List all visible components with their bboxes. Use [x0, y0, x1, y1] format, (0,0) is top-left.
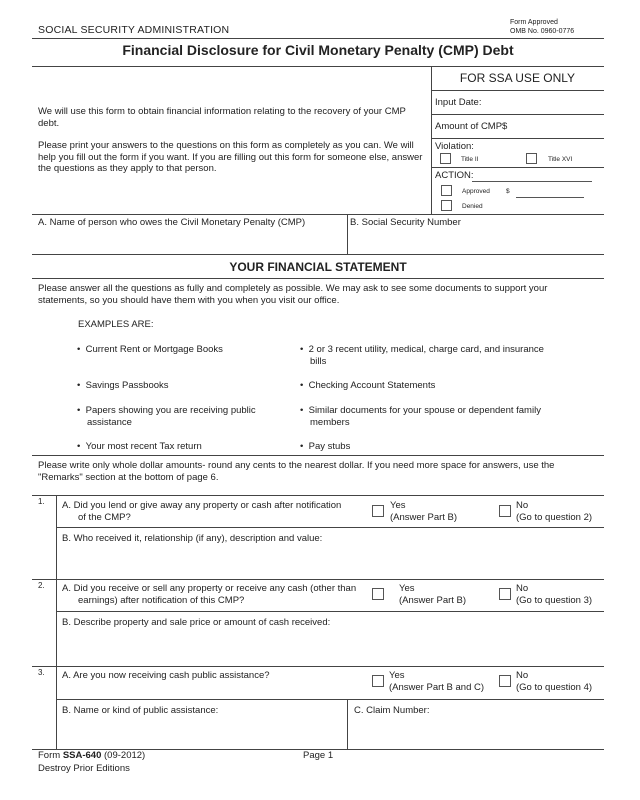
question-2-no-instruction: (Go to question 3) — [516, 595, 593, 606]
question-1-no-label: No — [516, 500, 529, 511]
input-date-label: Input Date: — [435, 97, 482, 108]
question-3b-label: B. Name or kind of public assistance: — [62, 705, 219, 716]
question-2-yes-checkbox[interactable] — [372, 588, 384, 600]
question-1b-label: B. Who received it, relationship (if any), description and value: — [62, 533, 323, 544]
list-item: • 2 or 3 recent utility, medical, charge card, and insurance bills — [300, 344, 544, 367]
question-2-no-label: No — [516, 583, 529, 594]
agency-name: SOCIAL SECURITY ADMINISTRATION — [38, 24, 230, 36]
question-3-no-checkbox[interactable] — [499, 675, 511, 687]
violation-label: Violation: — [435, 141, 474, 152]
list-item: • Similar documents for your spouse or dependent family members — [300, 405, 541, 428]
amount-label: Amount of CMP$ — [435, 121, 508, 132]
question-3-no-instruction: (Go to question 4) — [516, 682, 593, 693]
question-2a-text: A. Did you receive or sell any property or receive any cash (other than earnings) after notification of this CMP? — [62, 583, 357, 606]
denied-checkbox[interactable] — [441, 200, 452, 211]
question-2-yes-instruction: (Answer Part B) — [399, 595, 467, 606]
name-input[interactable] — [33, 230, 345, 252]
page-title: Financial Disclosure for Civil Monetary Penalty (CMP) Debt — [122, 42, 514, 58]
ssn-field-label: B. Social Security Number — [350, 217, 461, 228]
question-1b-input[interactable] — [58, 546, 602, 578]
list-item: • Savings Passbooks — [77, 380, 169, 391]
list-item: • Current Rent or Mortgage Books — [77, 344, 223, 355]
question-1-yes-checkbox[interactable] — [372, 505, 384, 517]
form-number: Form SSA-640 (09-2012) — [38, 750, 146, 761]
question-3-yes-checkbox[interactable] — [372, 675, 384, 687]
dollar-sign: $ — [506, 188, 510, 195]
approved-amount-field[interactable] — [516, 197, 584, 198]
action-label: ACTION: — [435, 170, 474, 181]
ssn-input[interactable] — [349, 230, 603, 252]
question-2b-label: B. Describe property and sale price or amount of cash received: — [62, 617, 331, 628]
approved-checkbox[interactable] — [441, 185, 452, 196]
question-1-no-checkbox[interactable] — [499, 505, 511, 517]
question-1-no-instruction: (Go to question 2) — [516, 512, 593, 523]
question-2-yes-label: Yes — [399, 583, 415, 594]
ssa-use-heading: FOR SSA USE ONLY — [459, 71, 576, 85]
list-item: • Papers showing you are receiving public assistance — [77, 405, 256, 428]
form-approved: Form Approved — [510, 19, 558, 26]
omb-number: OMB No. 0960-0776 — [510, 28, 575, 35]
question-3-no-label: No — [516, 670, 529, 681]
list-item: • Your most recent Tax return — [77, 441, 202, 452]
question-1-yes-label: Yes — [390, 500, 406, 511]
question-1-yes-instruction: (Answer Part B) — [390, 512, 458, 523]
question-1-number: 1. — [38, 497, 45, 506]
statement-paragraph-1: Please answer all the questions as fully and completely as possible. We may ask to see some documents to support your statements, so you should have them with you when you visit our office. — [38, 283, 548, 306]
question-2b-input[interactable] — [58, 630, 602, 664]
list-item: • Pay stubs — [300, 441, 351, 452]
question-3c-input[interactable] — [349, 718, 603, 748]
list-item: • Checking Account Statements — [300, 380, 436, 391]
intro-paragraph-2: Please print your answers to the questions on this form as completely as you can. We will help you fill out the form if you want. If you are filling out this form for someone else, answer the questions as they apply to that person. — [38, 140, 423, 174]
question-3-yes-instruction: (Answer Part B and C) — [389, 682, 485, 693]
question-3c-label: C. Claim Number: — [354, 705, 430, 716]
question-3a-text: A. Are you now receiving cash public assistance? — [62, 670, 270, 681]
statement-heading: YOUR FINANCIAL STATEMENT — [229, 260, 407, 274]
question-2-number: 2. — [38, 581, 45, 590]
question-1a-text: A. Did you lend or give away any property or cash after notification of the CMP? — [62, 500, 342, 523]
title-ii-checkbox[interactable] — [440, 153, 451, 164]
question-3b-input[interactable] — [58, 718, 345, 748]
approved-label: Approved — [462, 188, 490, 195]
question-2-no-checkbox[interactable] — [499, 588, 511, 600]
title-xvi-label: Title XVI — [548, 156, 573, 163]
denied-label: Denied — [462, 203, 483, 210]
question-3-number: 3. — [38, 668, 45, 677]
page-number: Page 1 — [303, 750, 334, 761]
question-3-yes-label: Yes — [389, 670, 405, 681]
statement-paragraph-2: Please write only whole dollar amounts- round any cents to the nearest dollar. If you need more space for answers, use the "Remarks" section at the bottom of page 6. — [38, 460, 555, 483]
destroy-notice: Destroy Prior Editions — [38, 763, 130, 774]
name-field-label: A. Name of person who owes the Civil Monetary Penalty (CMP) — [38, 217, 306, 228]
title-xvi-checkbox[interactable] — [526, 153, 537, 164]
examples-label: EXAMPLES ARE: — [78, 319, 154, 330]
intro-paragraph-1: We will use this form to obtain financial information relating to the recovery of your CMP debt. — [38, 106, 406, 129]
title-ii-label: Title II — [461, 156, 479, 163]
